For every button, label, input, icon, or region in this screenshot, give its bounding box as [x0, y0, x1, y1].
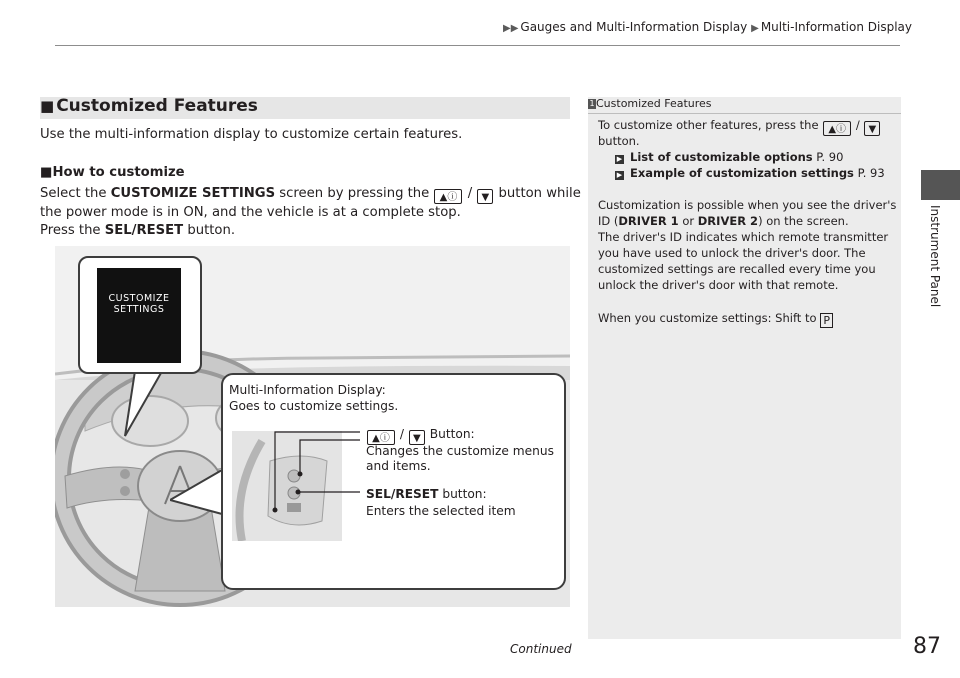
breadcrumb [503, 20, 912, 34]
reference-arrow-icon: ▶ [616, 155, 623, 163]
down-button-icon: ▼ [409, 430, 425, 445]
callout-btn-desc: and items. [366, 459, 431, 473]
square-bullet-icon: ■ [40, 165, 53, 180]
instruction-line-3: Press the SEL/RESET button. [40, 223, 236, 238]
callout-sel-desc: Enters the selected item [366, 504, 516, 518]
info-up-button-icon: ▲ⓘ [434, 189, 462, 204]
instruction-line-2: the power mode is in ON, and the vehicle is at a complete stop. [40, 205, 461, 220]
callout-sel-title: SEL/RESET button: [366, 487, 487, 501]
breadcrumb-arrow-icon: ▶▶ [503, 23, 519, 34]
breadcrumb-arrow-icon: ▶ [751, 23, 759, 34]
square-bullet-icon: ■ [40, 97, 55, 115]
screen-line: SETTINGS [113, 304, 165, 315]
down-button-icon: ▼ [864, 121, 880, 136]
chapter-label: Instrument Panel [928, 205, 942, 308]
leader-lines [270, 420, 370, 530]
callout-btn-title: ▲ⓘ / ▼ Button: [366, 426, 475, 445]
sidebar-line: The driver's ID indicates which remote transmitter [598, 230, 889, 244]
page-number: 87 [913, 634, 941, 659]
reference-arrow-icon: ▶ [616, 171, 623, 179]
sidebar-line: Customization is possible when you see the driver's [598, 198, 897, 212]
sidebar-line: unlock the driver's door with that remote. [598, 278, 839, 292]
park-key-icon: P [820, 313, 833, 328]
sidebar-line: When you customize settings: Shift to P [598, 310, 833, 328]
instruction-line-1: Select the CUSTOMIZE SETTINGS screen by pressing the ▲ⓘ / ▼ button while [40, 186, 581, 203]
ref-link-customizable-options[interactable]: ▶ List of customizable options P. 90 [616, 150, 844, 164]
down-button-icon: ▼ [477, 189, 493, 204]
header-divider [55, 45, 900, 46]
callout-mid-title: Multi-Information Display: [229, 383, 386, 397]
callout-mid-desc: Goes to customize settings. [229, 399, 399, 413]
sidebar-line: To customize other features, press the ▲ⓘ / ▼ [598, 117, 881, 136]
breadcrumb-item[interactable]: Multi-Information Display [760, 20, 912, 34]
section-title [40, 96, 258, 116]
chapter-tab[interactable] [921, 170, 960, 200]
info-up-button-icon: ▲ⓘ [367, 430, 395, 445]
mid-display-screen [97, 268, 181, 363]
callout-btn-desc: Changes the customize menus [366, 444, 554, 458]
continued-label: Continued [510, 642, 572, 656]
ref-link-example-settings[interactable]: ▶ Example of customization settings P. 93 [616, 166, 885, 180]
sidebar-line: customized settings are recalled every time you [598, 262, 876, 276]
screen-name: CUSTOMIZE SETTINGS [110, 186, 276, 201]
intro-text: Use the multi-information display to customize certain features. [40, 127, 463, 142]
breadcrumb-item[interactable]: Gauges and Multi-Information Display [520, 20, 748, 34]
subheading: ■How to customize [40, 165, 185, 180]
sidebar-line: button. [598, 134, 640, 148]
section-title-text: Customized Features [56, 96, 258, 116]
screen-line: CUSTOMIZE [108, 293, 170, 304]
sidebar-line: ID (DRIVER 1 or DRIVER 2) on the screen. [598, 214, 849, 228]
sidebar-line: you have used to unlock the driver's door. The [598, 246, 866, 260]
info-up-button-icon: ▲ⓘ [823, 121, 851, 136]
sidebar-divider [588, 113, 901, 114]
sidebar-header: 1Customized Features [589, 97, 712, 110]
